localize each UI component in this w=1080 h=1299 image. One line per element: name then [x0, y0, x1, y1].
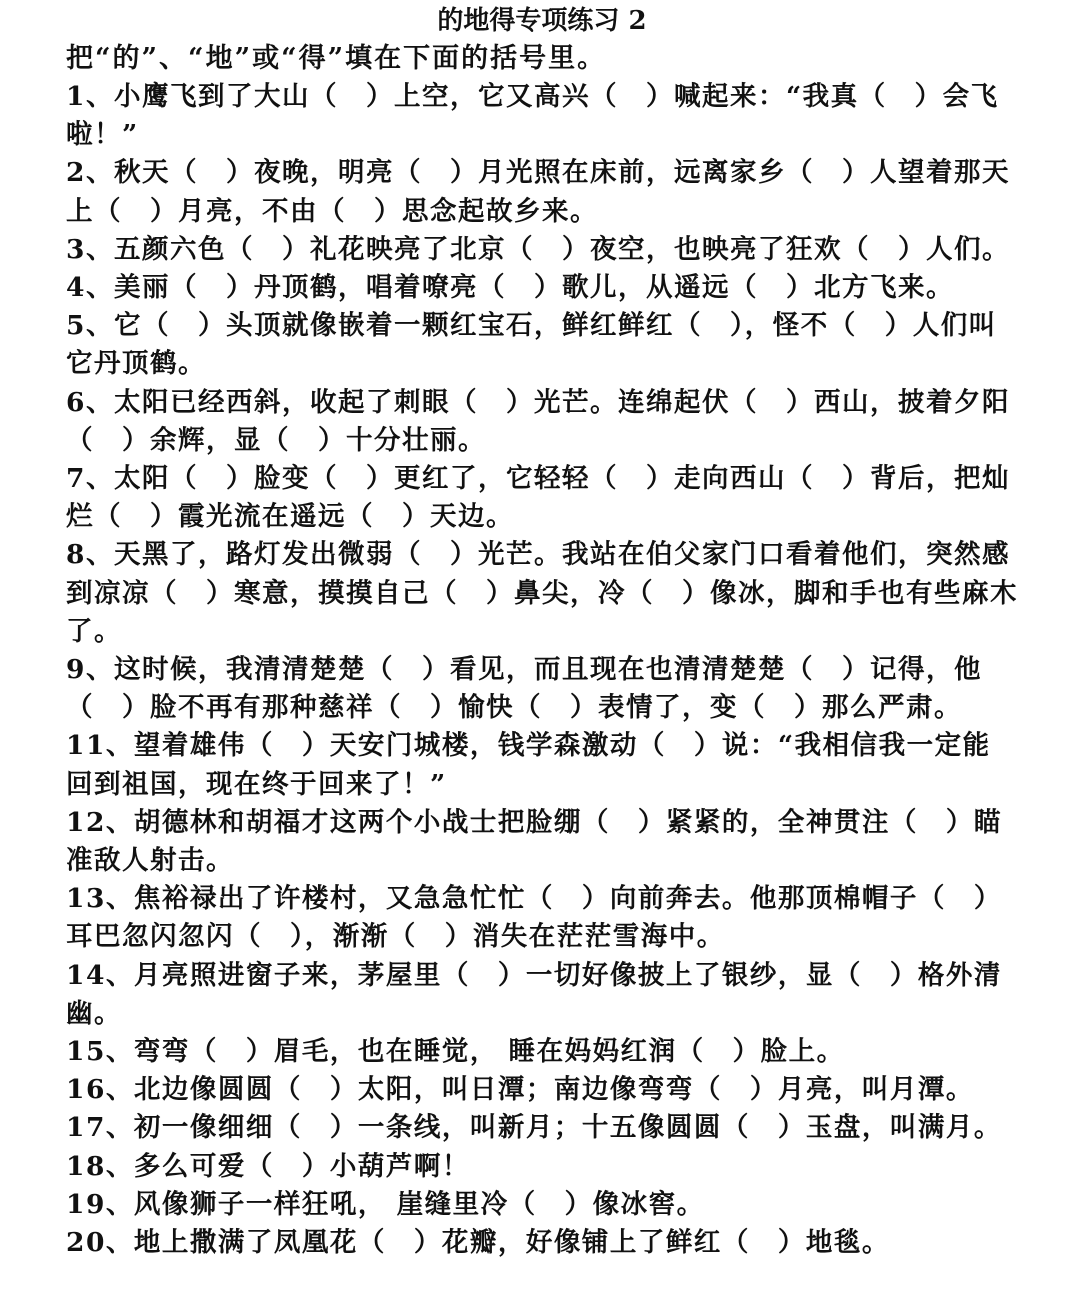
- question-9: 9、这时候，我清清楚楚（ ）看见，而且现在也清清楚楚（ ）记得，他（ ）脸不再有那种慈祥（ ）愉快（ ）表情了，变（ ）那么严肃。: [66, 654, 982, 724]
- question-14: 14、月亮照进窗子来，茅屋里（ ）一切好像披上了银纱，显（ ）格外清幽。: [66, 959, 1002, 1029]
- instruction-text: 把“的”、“地”或“得”填在下面的括号里。: [66, 43, 607, 74]
- question-17: 17、初一像细细（ ）一条线，叫新月；十五像圆圆（ ）玉盘，叫满月。: [66, 1112, 1002, 1144]
- question-6: 6、太阳已经西斜，收起了刺眼（ ）光芒。连绵起伏（ ）西山，披着夕阳（ ）余辉，显（ ）十分壮丽。: [66, 386, 1010, 456]
- question-4: 4、美丽（ ）丹顶鹤，唱着嘹亮（ ）歌儿，从遥远（ ）北方飞来。: [66, 272, 954, 304]
- question-13: 13、焦裕禄出了许楼村，又急急忙忙（ ）向前奔去。他那顶棉帽子（ ）耳巴忽闪忽闪（ ），渐渐（ ）消失在茫茫雪海中。: [66, 883, 1002, 953]
- question-7: 7、太阳（ ）脸变（ ）更红了，它轻轻（ ）走向西山（ ）背后，把灿烂（ ）霞光流在遥远（ ）天边。: [66, 463, 1010, 533]
- question-18: 18、多么可爱（ ）小葫芦啊！: [66, 1150, 470, 1182]
- question-11: 11、望着雄伟（ ）天安门城楼，钱学森激动（ ）说：“我相信我一定能回到祖国，现在终于回来了！”: [66, 730, 991, 800]
- worksheet-title: 的地得专项练习 2: [437, 6, 647, 36]
- question-15: 15、弯弯（ ）眉毛，也在睡觉， 睡在妈妈红润（ ）脸上。: [66, 1036, 845, 1068]
- question-2: 2、秋天（ ）夜晚，明亮（ ）月光照在床前，远离家乡（ ）人望着那天上（ ）月亮，不由（ ）思念起故乡来。: [66, 157, 1010, 227]
- question-8: 8、天黑了，路灯发出微弱（ ）光芒。我站在伯父家门口看着他们，突然感到凉凉（ ）寒意，摸摸自己（ ）鼻尖，冷（ ）像冰，脚和手也有些麻木了。: [66, 539, 1018, 647]
- question-1: 1、小鹰飞到了大山（ ）上空，它又高兴（ ）喊起来：“我真（ ）会飞啦！”: [66, 81, 999, 151]
- question-19: 19、风像狮子一样狂吼， 崖缝里冷（ ）像冰窖。: [66, 1188, 705, 1220]
- question-16: 16、北边像圆圆（ ）太阳，叫日潭；南边像弯弯（ ）月亮，叫月潭。: [66, 1074, 974, 1106]
- question-20: 20、地上撒满了凤凰花（ ）花瓣，好像铺上了鲜红（ ）地毯。: [66, 1227, 890, 1259]
- question-12: 12、胡德林和胡福才这两个小战士把脸绷（ ）紧紧的，全神贯注（ ）瞄准敌人射击。: [66, 806, 1002, 877]
- question-3: 3、五颜六色（ ）礼花映亮了北京（ ）夜空，也映亮了狂欢（ ）人们。: [66, 233, 1010, 265]
- question-5: 5、它（ ）头顶就像嵌着一颗红宝石，鲜红鲜红（ ），怪不（ ）人们叫它丹顶鹤。: [66, 310, 997, 380]
